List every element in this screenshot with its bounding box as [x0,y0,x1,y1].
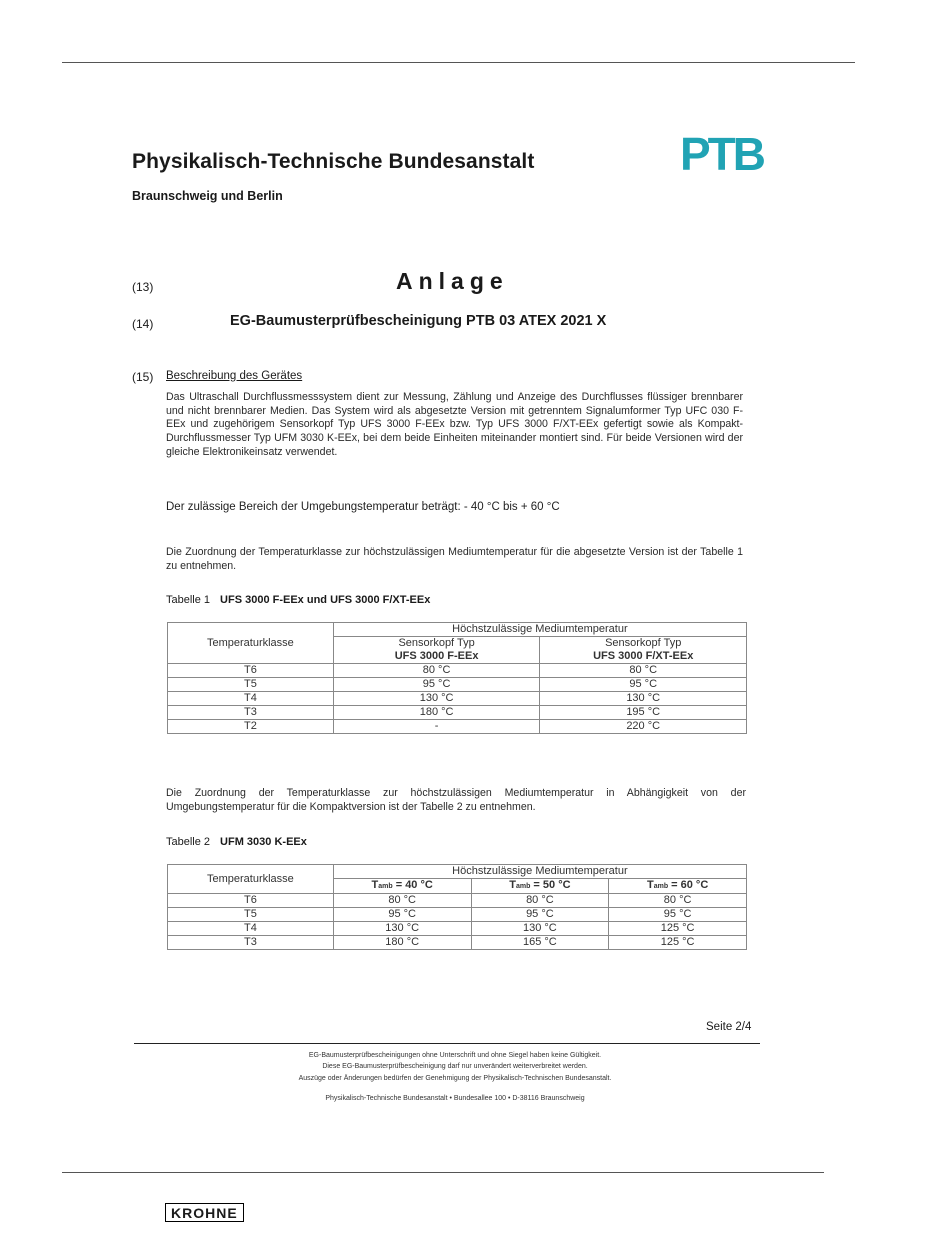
table2-caption-title: UFM 3030 K-EEx [220,836,307,848]
table2-cell: 180 °C [333,936,471,950]
description-paragraph: Das Ultraschall Durchflussmesssystem dient zur Messung, Zählung und Anzeige des Durchflusses flüssiger brennbarer und nicht brennbarer Medien. Das System wird als abgesetzte Version mit getrenntem Signalumformer Typ UFC 030 F-EEx und zugehörigem Sensorkopf Typ UFS 3000 F-EEx bzw. Typ UFS 3000 F/XT-EEx gefertigt sowie als Kompakt-Durchflussmesser Typ UFM 3030 K-EEx, bei dem beide Einheiten miteinander montiert sind. Für beide Versionen wird der gleiche Elektronikeinsatz verwendet. [166,391,743,458]
table2-cell: T6 [168,894,334,908]
table2-header-amb-60: Tamb = 60 °C [609,879,747,894]
footer-rule [134,1043,760,1044]
table1-cell: 220 °C [540,720,747,734]
table2-cell: 165 °C [471,936,609,950]
table2-cell: T4 [168,922,334,936]
table-row [168,664,747,678]
item-13-number: (13) [132,280,154,294]
table-row [168,678,747,692]
item-15-number: (15) [132,370,154,384]
table2-cell: 95 °C [609,908,747,922]
table2-header-amb-50: Tamb = 50 °C [471,879,609,894]
top-rule [62,62,855,63]
table-2 [167,864,747,950]
page-number: Seite 2/4 [706,1021,752,1033]
table1-caption-label: Tabelle 1 [166,594,211,606]
table1-sensor-b: UFS 3000 F/XT-EEx [540,650,747,664]
table2-header-class: Temperaturklasse [168,865,334,894]
ptb-logo: PTB [680,128,763,180]
table-row [168,706,747,720]
table1-cell: - [333,720,540,734]
table2-cell: 80 °C [609,894,747,908]
certificate-number: EG-Baumusterprüfbescheinigung PTB 03 ATEX 2021 X [230,313,607,329]
bottom-rule [62,1172,824,1173]
table1-header-group: Höchstzulässige Mediumtemperatur [333,623,746,637]
ambient-range: Der zulässige Bereich der Umgebungstemperatur beträgt: - 40 °C bis + 60 °C [166,501,560,513]
table1-cell: 195 °C [540,706,747,720]
table1-sensor-label-a: Sensorkopf Typ [333,637,540,651]
footer-address: Physikalisch-Technische Bundesanstalt • Bundesallee 100 • D-38116 Braunschweig [325,1095,585,1102]
table1-cell: 95 °C [333,678,540,692]
assignment-text-1: Die Zuordnung der Temperaturklasse zur höchstzulässigen Mediumtemperatur für die abgesetzte Version ist der Tabelle 1 zu entnehmen. [166,546,743,572]
table1-cell: 130 °C [333,692,540,706]
table1-caption-title: UFS 3000 F-EEx und UFS 3000 F/XT-EEx [220,594,431,606]
table2-caption [166,836,307,848]
footer-line-1: EG-Baumusterprüfbescheinigungen ohne Unterschrift und ohne Siegel haben keine Gültigkeit. [308,1052,602,1059]
table-row [168,894,747,908]
table1-cell: T6 [168,664,334,678]
table1-cell: 80 °C [540,664,747,678]
section-heading: Beschreibung des Gerätes [166,370,303,382]
table2-cell: 95 °C [471,908,609,922]
footer-line-2: Diese EG-Baumusterprüfbescheinigung darf nur unverändert weiterverbreitet werden. [322,1063,588,1070]
table1-cell: T5 [168,678,334,692]
table-row [168,936,747,950]
krohne-logo: KROHNE [165,1203,244,1222]
table1-sensor-label-b: Sensorkopf Typ [540,637,747,651]
table-row [168,720,747,734]
org-name: Physikalisch-Technische Bundesanstalt [132,150,535,173]
footer-line-3: Auszüge oder Änderungen bedürfen der Genehmigung der Physikalisch-Technischen Bundesanstalt. [298,1075,612,1082]
table2-cell: 125 °C [609,936,747,950]
document-title: Anlage [396,268,509,294]
table2-cell: 80 °C [333,894,471,908]
table2-header-group: Höchstzulässige Mediumtemperatur [333,865,746,879]
table2-cell: 95 °C [333,908,471,922]
table1-cell: 95 °C [540,678,747,692]
table-1 [167,622,747,734]
table2-cell: 130 °C [333,922,471,936]
table1-header-class: Temperaturklasse [168,623,334,664]
assignment-text-2: Die Zuordnung der Temperaturklasse zur höchstzulässigen Mediumtemperatur in Abhängigkeit von der Umgebungstemperatur für die Kompaktversion ist der Tabelle 2 zu entnehmen. [166,787,746,813]
table2-header-amb-40: Tamb = 40 °C [333,879,471,894]
table2-cell: T5 [168,908,334,922]
table-row [168,922,747,936]
table2-caption-label: Tabelle 2 [166,836,211,848]
table1-cell: T3 [168,706,334,720]
table1-cell: T2 [168,720,334,734]
table-row [168,908,747,922]
table2-cell: 80 °C [471,894,609,908]
table1-cell: 180 °C [333,706,540,720]
table2-cell: 125 °C [609,922,747,936]
table2-cell: 130 °C [471,922,609,936]
table-row [168,692,747,706]
table1-sensor-a: UFS 3000 F-EEx [333,650,540,664]
item-14-number: (14) [132,317,154,331]
table1-cell: 80 °C [333,664,540,678]
table1-caption [166,594,430,606]
org-location: Braunschweig und Berlin [132,189,283,203]
table1-cell: T4 [168,692,334,706]
table1-cell: 130 °C [540,692,747,706]
table2-cell: T3 [168,936,334,950]
